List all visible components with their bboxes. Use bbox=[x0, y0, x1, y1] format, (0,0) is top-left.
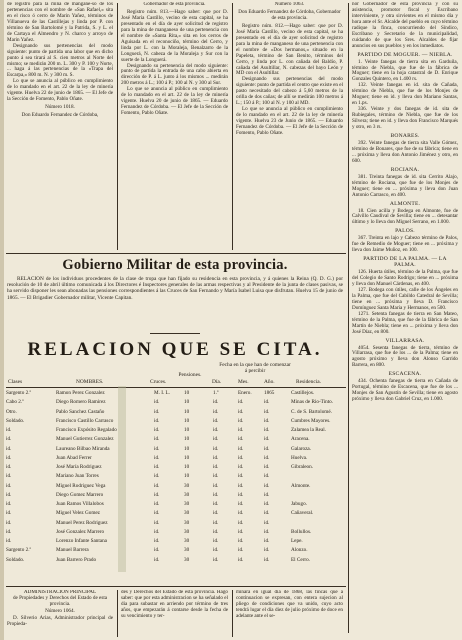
property-item: 18. Cien acilla y Bodega en Almonte, fue de Calvillo Caudival de Sevilla; tiene en ... detesantar último y lo lleva don Miguel Serrano, en 1.000. bbox=[352, 207, 458, 226]
table-cell-ano: id. bbox=[264, 519, 270, 526]
table-cell-cruz: id. bbox=[154, 482, 160, 489]
table-cell-dia: id. bbox=[213, 473, 219, 480]
property-item: 381. Treinta fanegas de id. sita Cerrito Alajo, término de Rociana, que fue de los Monjes de Moguer; tiene en ... próxima y lleva don Juan Antonio Carrasco, en 400. bbox=[352, 173, 458, 198]
paper-stain bbox=[118, 386, 126, 572]
table-cell-mes: id. bbox=[238, 436, 244, 443]
table-cell-cruz: id. bbox=[154, 556, 160, 563]
table-cell-nombre: Mariano Juan Torres bbox=[56, 473, 99, 480]
table-cell-nombre: José María Rodriguez bbox=[56, 464, 102, 470]
table-cell-cruz: id. bbox=[154, 408, 160, 415]
table-cell-cruz: M. I. L. bbox=[154, 390, 170, 396]
table-cell-cruz: id. bbox=[154, 417, 160, 424]
table-cell-nombre: Lorenzo Infante Santana bbox=[56, 538, 107, 544]
table-cell-cruz: id. bbox=[154, 464, 160, 470]
table-cell-cruz: id. bbox=[154, 399, 160, 406]
table-cell-pension: 30 bbox=[184, 556, 190, 563]
table-cell-nombre: Diego Gomez Marrero bbox=[56, 491, 104, 498]
table-cell-cruz: id. bbox=[154, 427, 160, 433]
table-cell-clase: id. bbox=[6, 501, 12, 507]
table-cell-mes: id. bbox=[238, 538, 244, 544]
table-cell-mes: id. bbox=[238, 454, 244, 461]
table-cell-clase: id. bbox=[6, 454, 12, 461]
table-cell-ano: id. bbox=[264, 399, 270, 406]
property-item: 392. Veinte fanegas de tierra sita Valle Gómez, término de Bonares, que fue de su fábrica; tiene en ... próxima y lleva don Antonio Jiménez y otro, en 600. bbox=[352, 139, 458, 164]
table-cell-mes: id. bbox=[238, 445, 244, 452]
property-item: 126. Huerta útiles, término de la Palma, que fue del Colegio de Santo Rodrigo; tiene en ... próxima y lleva don Manuel Cárdenas, en 400. bbox=[352, 269, 458, 287]
table-cell-clase: id. bbox=[6, 482, 12, 489]
table-cell-nombre: Pablo Sanchez Castaño bbox=[56, 408, 105, 415]
section-rule bbox=[6, 253, 346, 254]
table-cell-clase: Sargento 2.º bbox=[6, 390, 32, 396]
table-cell-dia: id. bbox=[213, 399, 219, 406]
table-row bbox=[6, 464, 346, 473]
table-cell-ano: id. bbox=[264, 501, 270, 507]
table-cell-res: Jabugo. bbox=[291, 501, 307, 507]
table-cell-ano: id. bbox=[264, 556, 270, 563]
property-item: 367. Treinta en lajo y Cabezo término de Palos, fue de Remedio de Moguer; tiene en ... próxima y lleva don Jaime Muñoz, en 100. bbox=[352, 235, 458, 254]
table-cell-dia: id. bbox=[213, 427, 219, 433]
table-cell-pension: 10 bbox=[184, 417, 190, 424]
gobierno-intro bbox=[7, 276, 343, 301]
table-row bbox=[6, 483, 346, 492]
table-cell-pension: 30 bbox=[184, 528, 190, 535]
table-cell-pension: 30 bbox=[184, 491, 190, 498]
table-cell-mes: id. bbox=[238, 417, 244, 424]
table-cell-mes: id. bbox=[238, 399, 244, 406]
intro-paragraph: RELACION de los individuos procedentes de la clase de tropa que han fijado su residencia en esta provincia, y á quienes la Reina (Q. D. G.) por resolución de 10 de abril último comunicada á los Directores é Inspectores generales de las armas respectivas y al Presidente de la junta de clases pasivas, se ha servido disponer les sean abonadas las pensiones correspondientes á las Cruces de San Fernando y María Isabel Luisa que disfrutan. Huelva 15 de junio de 1865. — El Brigadier Gobernador militar, Vicente Capitan. bbox=[7, 276, 343, 301]
table-row bbox=[6, 501, 346, 510]
right-column bbox=[352, 2, 458, 636]
table-cell-dia: id. bbox=[213, 436, 219, 443]
table-cell-ano: id. bbox=[264, 445, 270, 452]
table-cell-ano: id. bbox=[264, 547, 270, 554]
table-cell-res: Huelva. bbox=[291, 454, 308, 461]
table-cell-pension: 10 bbox=[184, 454, 190, 461]
table-cell-dia: id. bbox=[213, 408, 219, 415]
property-item: 434. Ochenta fanegas de tierra en Cañada de Portugal, término de Escacena, que fue de los ... Monjes de San Agustín de Sevilla; tiene en agosto próximo y lleva don Gabriel Cruz, en 1.000. bbox=[352, 378, 458, 403]
table-cell-dia: id. bbox=[213, 547, 219, 554]
table-cell-nombre: Laureano Bilbao Miranda bbox=[56, 445, 110, 452]
table-cell-cruz: id. bbox=[154, 538, 160, 544]
table-cell-mes: id. bbox=[238, 491, 244, 498]
table-cell-clase: id. bbox=[6, 510, 12, 517]
property-item: 1. Veinte fanegas de tierra sita en Garduila, término de Niebla, que fue de la fábrica de Moguer; tiene en la hoja catastral de D. Enrique Gonzales Quintero, en 1.400 rs. bbox=[352, 58, 458, 83]
table-cell-clase: id. bbox=[6, 538, 12, 544]
bottom-column-3 bbox=[236, 590, 343, 638]
property-item: 4054. Sesenta fanegas de tierra, término de Villarrasa, que fue de los ... de la Palma; tiene en agosto próximo y lleva don Alonso Garrido Barrera, en 800. bbox=[352, 344, 458, 369]
header-ano: Año. bbox=[264, 379, 275, 385]
table-cell-cruz: id. bbox=[154, 547, 160, 554]
table-cell-ano: id. bbox=[264, 482, 270, 489]
table-cell-nombre: Manuel Perez Rodriguez bbox=[56, 519, 108, 526]
section-title: ROCIANA. bbox=[390, 166, 420, 173]
table-row bbox=[6, 399, 346, 408]
table-cell-clase: id. bbox=[6, 519, 12, 526]
table-row bbox=[6, 436, 346, 445]
bottom-column-1 bbox=[7, 590, 113, 638]
table-cell-res: Zalamea la Real. bbox=[291, 427, 326, 433]
table-cell-res: Lepe. bbox=[291, 538, 303, 544]
table-cell-clase: id. bbox=[6, 427, 12, 433]
notice-heading: Don Eduardo Fernandez de Córdoba, Gobernador de esta provincia. bbox=[238, 8, 341, 21]
table-row bbox=[6, 390, 346, 399]
table-cell-res: Aracena. bbox=[291, 436, 310, 443]
notice-paragraph: de registro para la mina de mangane-so de los pertenencias con el nombre de «San Rafael,» sita en el risco ó cerro de Marin Yañez, términos de Villanueva de las Castillejas y linda por P. con término de San Bartolomé y la Patrida, S. y L. el de Cartaya el Almendro y N. charco y arroyo de Marin Yañez. bbox=[7, 2, 113, 43]
column-rule bbox=[232, 590, 233, 637]
table-cell-pension: 30 bbox=[184, 538, 190, 544]
table-cell-clase: Otro. bbox=[6, 408, 17, 415]
table-cell-nombre: Manuel Barrera bbox=[56, 547, 89, 554]
notice-number: Número 1063. bbox=[274, 2, 305, 7]
table-cell-mes: id. bbox=[238, 482, 244, 489]
section-rule bbox=[150, 333, 200, 334]
table-cell-res: C. de S. Bartolomé. bbox=[291, 408, 332, 415]
table-cell-cruz: id. bbox=[154, 491, 160, 498]
table-cell-nombre: Diego Romero Ramirez bbox=[56, 399, 106, 406]
table-cell-ano: id. bbox=[264, 436, 270, 443]
notice-paragraph: Designando sus pertenencias del modo siguiente: punto de partida una labor que en dicho punto á sea tirará al S. cien metros al Norte del mismo; se medirán 200 m. L. 300 y P. 100 y Norte, ... haga á las pertenencias de la «Trapa del Escarpa,» 800 m. N. y 300 m. S. bbox=[7, 42, 113, 79]
table-cell-mes: id. bbox=[238, 464, 244, 470]
column-rule bbox=[232, 3, 233, 250]
table-cell-nombre: Francisco Expósito Regalado bbox=[56, 427, 117, 433]
table-cell-res: Alonzo. bbox=[291, 547, 308, 554]
table-cell-ano: id. bbox=[264, 427, 270, 433]
table-row bbox=[6, 510, 346, 519]
table-cell-cruz: id. bbox=[154, 519, 160, 526]
table-cell-cruz: id. bbox=[154, 473, 160, 480]
table-cell-nombre: Manuel Gutierrez Gonzalez bbox=[56, 436, 114, 443]
table-row bbox=[6, 492, 346, 501]
table-cell-dia: id. bbox=[213, 454, 219, 461]
table-cell-dia: id. bbox=[213, 519, 219, 526]
table-cell-pension: 10 bbox=[184, 408, 190, 415]
section-title: PARTIDO DE LA PALMA. — LA PALMA. bbox=[363, 256, 447, 269]
table-row bbox=[6, 473, 346, 482]
table-cell-mes: id. bbox=[238, 556, 244, 563]
table-cell-ano: id. bbox=[264, 491, 270, 498]
table-row bbox=[6, 520, 346, 529]
table-cell-dia: 1.º bbox=[213, 390, 219, 396]
table-cell-nombre: Juan Barrero Prado bbox=[56, 556, 97, 563]
table-cell-clase: id. bbox=[6, 473, 12, 480]
notice-paragraph: minará en igual día de 1868, las fincas que á continuacion se expresan, con entera sujecion al pliego de condiciones que va unido, cuyo acto tendrá lugar el día diez de julio próximo de doce en adelante ante el se- bbox=[236, 590, 343, 619]
table-row bbox=[6, 427, 346, 436]
table-cell-mes: id. bbox=[238, 547, 244, 554]
table-cell-mes: id. bbox=[238, 528, 244, 535]
table-cell-pension: 10 bbox=[184, 390, 190, 396]
table-cell-cruz: id. bbox=[154, 445, 160, 452]
table-cell-mes: id. bbox=[238, 501, 244, 507]
table-cell-res: Castillejos. bbox=[291, 390, 315, 396]
column-rule bbox=[348, 3, 349, 633]
table-cell-res: Galaroza. bbox=[291, 445, 312, 452]
table-cell-res: Almonte. bbox=[291, 482, 311, 489]
table-cell-cruz: id. bbox=[154, 436, 160, 443]
notice-number: Número 1064. bbox=[45, 607, 75, 614]
relacion-title: RELACION QUE SE CITA. bbox=[27, 339, 323, 360]
notice-paragraph: D. Silverio Arias, Administrador principal de Propieda- bbox=[7, 614, 113, 627]
notice-paragraph: Registro núm. 813.—Hago saber: que por D. José María Castillo, vecino de esta capital, se ha presentado en el día de ayer solicitud de registro para la mina de manganeso de una pertenencia con el nombre de «Santa Rita,» sita en los cerros de Aguisada en el reconociño, término del Cerro, y linda por L. con la Moraleja, Benalzarro de la Longuerá, N. cabeza de la Moraleja y Sur con la suerte de la Longuerá. bbox=[121, 8, 228, 63]
table-cell-nombre: Juan Abad Ferrer bbox=[56, 454, 92, 461]
table-cell-nombre: Miguel Velez Gomez bbox=[56, 510, 100, 517]
table-cell-cruz: id. bbox=[154, 454, 160, 461]
notice-signature: Don Eduardo Fernandez de Córdoba, bbox=[21, 112, 99, 119]
section-title: BONARES. bbox=[390, 133, 420, 140]
table-cell-mes: id. bbox=[238, 427, 244, 433]
table-cell-dia: id. bbox=[213, 501, 219, 507]
table-cell-pension: 10 bbox=[184, 445, 190, 452]
table-cell-dia: id. bbox=[213, 445, 219, 452]
table-cell-ano: id. bbox=[264, 454, 270, 461]
table-cell-pension: 30 bbox=[184, 519, 190, 526]
table-cell-pension: 30 bbox=[184, 510, 190, 517]
table-cell-dia: id. bbox=[213, 528, 219, 535]
table-cell-mes: Enero. bbox=[238, 390, 252, 396]
table-cell-pension: 30 bbox=[184, 547, 190, 554]
notice-number: Número 1018. bbox=[45, 104, 75, 111]
table-row bbox=[6, 455, 346, 464]
page-binding-edge bbox=[0, 0, 4, 640]
table-cell-clase: Sargento 2.º bbox=[6, 547, 32, 554]
table-cell-res: Minas de Rio-Tinto. bbox=[291, 399, 334, 406]
top-column-2 bbox=[121, 2, 228, 252]
section-title: ALMONTE. bbox=[389, 200, 421, 207]
notice-paragraph: des y Derechos del Estado de esta provincia. Hago saber: que por esta administracion se ha señalado el dia para subastar en arriendo por término de tres años, que empezarán á contarse desde la fecha de su vencimiento y ter- bbox=[121, 590, 228, 619]
notice-paragraph: Designando su pertenencia del modo siguiente: punto de partida la entrada de una cabo abierta en dirección de P. á L. junto á los mismos ... medirán 200 metros á L.; 100 á P.; 100 al N. y 300 al Sur. bbox=[121, 62, 228, 87]
header-pension: Pensiones. bbox=[178, 372, 202, 378]
table-cell-ano: id. bbox=[264, 417, 270, 424]
table-cell-res: El Cerro. bbox=[291, 556, 311, 563]
table-cell-res: Cañaveral. bbox=[291, 510, 314, 517]
header-residencia: Residencia. bbox=[296, 379, 321, 385]
notice-heading: Gobernador de esta provincia. bbox=[143, 2, 206, 7]
top-column-3 bbox=[236, 2, 343, 252]
table-cell-ano: id. bbox=[264, 473, 270, 480]
table-cell-dia: id. bbox=[213, 538, 219, 544]
notice-paragraph: ñor Gobernador de esta provincia y con su asistencia, promotor fiscal y Escribano interviniente, y otra sirvientes en el mismo día y hora ante el Sr. Alcalde del pueblo en cuyo término radique la finca, concurriendo del Síndico, Escribano y Secretario de la municipalidad, cuidando de que los Sres. Alcaldes de fijar anuncios en sus pueblos y en los inmediatos. bbox=[352, 2, 458, 49]
property-item: 336. Veinte y dos fanegas de id. sita de Rubiegales, término de Niebla, que fue de los Sílvera; tiene en id. y lleva don Francisco Marqués y otro, en 3 rs. bbox=[352, 106, 458, 131]
table-cell-clase: Soldado. bbox=[6, 556, 25, 563]
fecha-header: Fecha en la que han de comenzar á percibir bbox=[219, 362, 291, 374]
table-cell-cruz: id. bbox=[154, 501, 160, 507]
bottom-column-2 bbox=[121, 590, 228, 638]
table-cell-pension: 10 bbox=[184, 473, 190, 480]
table-cell-nombre: Ramon Perez Gonzalez bbox=[56, 390, 105, 396]
section-rule bbox=[6, 586, 346, 587]
table-row bbox=[6, 547, 346, 556]
top-column-1 bbox=[7, 2, 113, 252]
column-rule bbox=[117, 590, 118, 637]
table-cell-mes: id. bbox=[238, 510, 244, 517]
table-cell-ano: id. bbox=[264, 408, 270, 415]
property-item: 1271. Setenta fanegas de tierra en San Mateo, término de la Palma, que fue de la fábrica de San Martín de Niebla; tiene en ... próxima y lleva don José Díaz, en 800. bbox=[352, 310, 458, 335]
table-cell-ano: id. bbox=[264, 464, 270, 470]
table-cell-pension: 30 bbox=[184, 482, 190, 489]
table-cell-dia: id. bbox=[213, 510, 219, 517]
table-cell-clase: Cabo 2.º bbox=[6, 399, 24, 406]
table-cell-dia: id. bbox=[213, 482, 219, 489]
notice-paragraph: Lo que se anuncia al público en cumplimiento de lo mandado en el art. 22 de la ley de minería vigente. Huelva 20 de junio de 1865. — Eduardo Fernandez de Córdoba. — El Jefe de la Sección de Fomento, Pablo Oñate. bbox=[121, 86, 228, 117]
table-cell-cruz: id. bbox=[154, 528, 160, 535]
header-cruces: Cruces. bbox=[150, 379, 167, 385]
notice-paragraph: Lo que se anuncia al público en cumplimiento de lo mandado en el art. 22 de la ley de minería vigente. Huelva 23 de Junio de 1865. — Eduardo Fernandez de Córdoba. — El Jefe de la Sección de Fomento, Pablo Oñate. bbox=[236, 106, 343, 137]
section-title: PARTIDO DE MOGUER. — NIEBLA. bbox=[357, 51, 453, 58]
table-cell-dia: id. bbox=[213, 464, 219, 470]
table-cell-cruz: id. bbox=[154, 510, 160, 517]
column-rule bbox=[117, 3, 118, 250]
table-row bbox=[6, 418, 346, 427]
admin-subheading: de Propiedades y Derechos del Estado de esta provincia. bbox=[12, 594, 108, 607]
table-cell-nombre: Juan Ramos Villalobos bbox=[56, 501, 104, 507]
table-row bbox=[6, 409, 346, 418]
table-cell-pension: 10 bbox=[184, 436, 190, 443]
table-row bbox=[6, 529, 346, 538]
notice-paragraph: Designando sus pertenencias del modo siguiente: punto de partida el centro que existe en el pasto necesitado del cabezo á 5,60 metros de la orilla de dos cañas; de allí se medirán 100 metros á L.; 150 á P.; 100 al N. y 100 al MD. bbox=[236, 76, 343, 107]
section-title: ESCACENA. bbox=[388, 371, 422, 378]
table-cell-nombre: Miguel Rodriguez Vega bbox=[56, 482, 106, 489]
notice-paragraph: Lo que se anuncia al público en cumplimiento de lo mandado en el art. 22 de la ley de minería vigente. Huelva 22 de junio de 1865. — El Jefe de la Sección de Fomento, Pablo Oñate. bbox=[7, 78, 113, 103]
table-cell-nombre: José Gonzalez Marrero bbox=[56, 528, 105, 535]
table-rule bbox=[6, 387, 346, 388]
admin-heading: ADMINISTRACION PRINCIPAL bbox=[23, 590, 97, 595]
table-row bbox=[6, 538, 346, 547]
table-cell-ano: id. bbox=[264, 538, 270, 544]
table-cell-res: Cumbres Mayores. bbox=[291, 417, 331, 424]
property-item: 132. Veinte fanegas en id. sita de Cañada, término de Niebla, que fue de los Monjes de Moguer; tiene en id. y lleva don Mariano Santas, en 1.ps. bbox=[352, 82, 458, 107]
property-item: 127. Bodega con útiles, calle de los Ángeles en la Palma, que fue del Cabildo Catedral de Sevilla; tiene en ... próxima y lleva D. Francisco Domínguez Santa María y Hermanos, en 500. bbox=[352, 286, 458, 311]
header-nombres: NOMBRES. bbox=[76, 379, 104, 385]
section-title: VILLARRASA. bbox=[385, 337, 425, 344]
section-title: PALOS. bbox=[395, 228, 415, 235]
header-dia: Día. bbox=[212, 379, 222, 385]
header-clase: Clases bbox=[8, 379, 23, 385]
table-cell-clase: id. bbox=[6, 445, 12, 452]
table-cell-clase: id. bbox=[6, 491, 12, 498]
table-cell-ano: id. bbox=[264, 510, 270, 517]
table-cell-dia: id. bbox=[213, 491, 219, 498]
table-row bbox=[6, 557, 346, 566]
table-cell-pension: 30 bbox=[184, 501, 190, 507]
table-cell-dia: id. bbox=[213, 556, 219, 563]
table-cell-mes: id. bbox=[238, 473, 244, 480]
table-cell-res: Bollullos. bbox=[291, 528, 312, 535]
gobierno-title: Gobierno Militar de esta provincia. bbox=[62, 257, 288, 273]
table-cell-clase: id. bbox=[6, 436, 12, 443]
table-cell-pension: 10 bbox=[184, 427, 190, 433]
notice-paragraph: Registro núm. 812.—Hago saber: que por D. José María Castillo, vecino de esta capital, se ha presentado en el día de ayer solicitud de registro para la mina de manganeso de una pertenencia con el nombre de «Dos hermanos,» situado en la Papeleta, término de San Benito, términos del Cerro, y linda por L. con cañada del Baldío, P. cañada del Asultillar, N. cabezas del bayo León y MD con el Asultillar. bbox=[236, 22, 343, 77]
table-cell-mes: id. bbox=[238, 408, 244, 415]
table-cell-pension: 10 bbox=[184, 464, 190, 470]
table-cell-res: Gibraleon. bbox=[291, 464, 314, 470]
table-cell-mes: id. bbox=[238, 519, 244, 526]
table-cell-ano: id. bbox=[264, 528, 270, 535]
table-cell-ano: 1865 bbox=[264, 390, 275, 396]
table-cell-dia: id. bbox=[213, 417, 219, 424]
table-cell-nombre: Francisco Castillo Carrasco bbox=[56, 417, 114, 424]
table-cell-clase: id. bbox=[6, 464, 12, 470]
header-mes: Mes. bbox=[238, 379, 249, 385]
table-cell-clase: Soldado. bbox=[6, 417, 25, 424]
table-row bbox=[6, 446, 346, 455]
table-cell-clase: id. bbox=[6, 528, 12, 535]
table-cell-pension: 10 bbox=[184, 399, 190, 406]
